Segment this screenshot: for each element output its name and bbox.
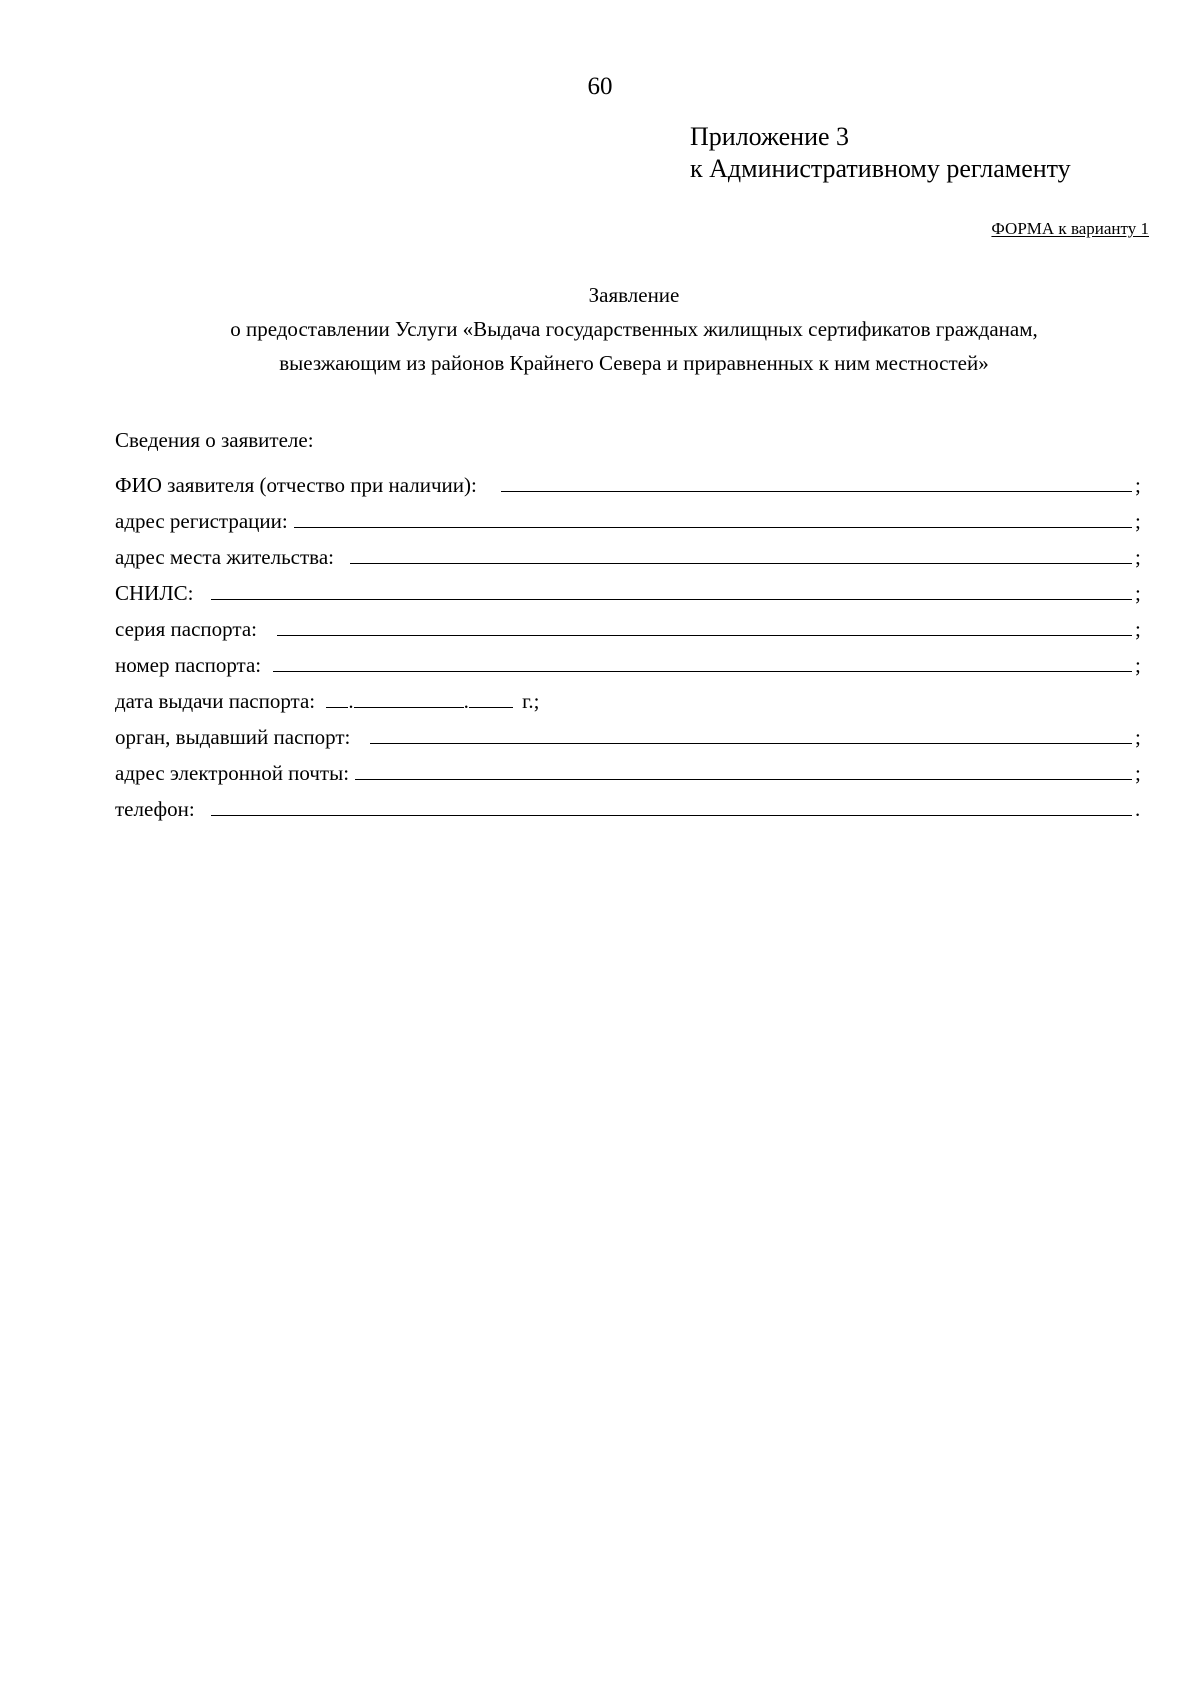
- applicant-fields: [115, 462, 1145, 822]
- passport-date-month-field[interactable]: [354, 687, 464, 708]
- field-label: серия паспорта:: [115, 617, 257, 641]
- appendix-reference: к Административному регламенту: [690, 154, 1071, 183]
- field-label: орган, выдавший паспорт:: [115, 725, 351, 749]
- field-row-residence-address: [115, 534, 1145, 570]
- field-row-passport-number: [115, 642, 1145, 678]
- title-line-2: о предоставлении Услуги «Выдача государственных жилищных сертификатов гражданам,: [230, 317, 1038, 341]
- field-label: СНИЛС:: [115, 581, 194, 605]
- snils-field[interactable]: [211, 598, 1132, 600]
- field-terminator: ;: [1135, 509, 1141, 533]
- field-terminator: .: [1135, 797, 1141, 821]
- field-label: дата выдачи паспорта:: [115, 689, 316, 713]
- applicant-info-heading: Сведения о заявителе:: [115, 428, 314, 452]
- title-line-1: Заявление: [588, 283, 680, 307]
- year-suffix: г.;: [522, 689, 540, 713]
- field-row-registration-address: [115, 498, 1145, 534]
- field-terminator: ;: [1135, 653, 1141, 677]
- field-row-phone: [115, 786, 1145, 822]
- title-line-3: выезжающим из районов Крайнего Севера и приравненных к ним местностей»: [279, 351, 989, 375]
- field-label: адрес регистрации:: [115, 509, 288, 533]
- field-label: адрес электронной почты:: [115, 761, 350, 785]
- passport-date-day-field[interactable]: [326, 687, 348, 708]
- field-terminator: ;: [1135, 581, 1141, 605]
- passport-date-line: [115, 687, 539, 714]
- field-terminator: ;: [1135, 617, 1141, 641]
- appendix-header: [690, 121, 1071, 185]
- date-separator: .: [348, 689, 354, 713]
- email-field[interactable]: [355, 778, 1132, 780]
- form-reference: ФОРМА к варианту 1: [991, 219, 1149, 238]
- phone-field[interactable]: [211, 814, 1132, 816]
- field-label: телефон:: [115, 797, 195, 821]
- page-number: 60: [587, 73, 613, 100]
- field-row-snils: [115, 570, 1145, 606]
- field-terminator: ;: [1135, 725, 1141, 749]
- field-terminator: ;: [1135, 545, 1141, 569]
- field-row-issuing-authority: [115, 714, 1145, 750]
- residence-address-field[interactable]: [350, 562, 1132, 564]
- passport-series-field[interactable]: [277, 634, 1132, 636]
- field-row-fio: [115, 462, 1145, 498]
- issuing-authority-field[interactable]: [370, 742, 1132, 744]
- field-row-email: [115, 750, 1145, 786]
- field-row-passport-series: [115, 606, 1145, 642]
- field-terminator: ;: [1135, 761, 1141, 785]
- field-terminator: ;: [1135, 473, 1141, 497]
- registration-address-field[interactable]: [294, 526, 1132, 528]
- field-label: адрес места жительства:: [115, 545, 334, 569]
- field-label: ФИО заявителя (отчество при наличии):: [115, 473, 477, 497]
- field-row-passport-date: [115, 678, 1145, 714]
- document-title: [0, 278, 1200, 380]
- appendix-number: Приложение 3: [690, 122, 850, 151]
- passport-date-year-field[interactable]: [469, 687, 513, 708]
- date-separator: .: [463, 689, 469, 713]
- field-label: номер паспорта:: [115, 653, 262, 677]
- fio-field[interactable]: [501, 490, 1132, 492]
- passport-number-field[interactable]: [273, 670, 1132, 672]
